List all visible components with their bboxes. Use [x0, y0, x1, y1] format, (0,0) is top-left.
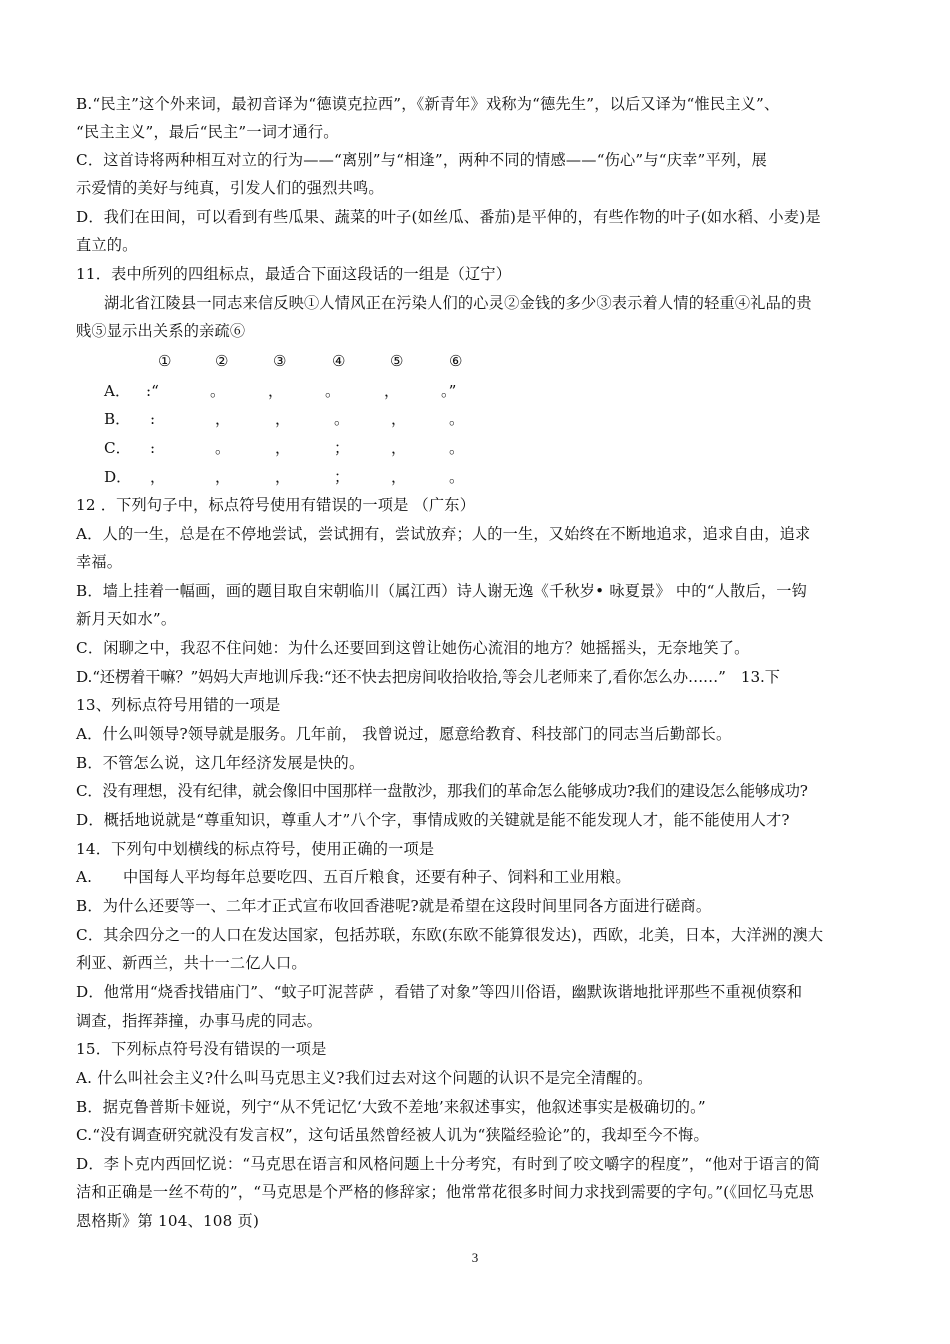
q12-option-b-line-2: 新月天如水”。: [76, 610, 177, 628]
table-cell: ，: [275, 439, 291, 457]
q15-option-d-line-1: D．李卜克内西回忆说：“马克思在语言和风格问题上十分考究，有时到了咬文嚼字的程度”，“他对于语言的简: [76, 1155, 821, 1173]
table-header: ④: [332, 352, 346, 370]
table-header: ①: [158, 352, 172, 370]
option-d-line-1: D．我们在田间，可以看到有些瓜果、蔬菜的叶子(如丝瓜、番茄)是平伸的，有些作物的叶子(如水稻、小麦)是: [76, 208, 821, 226]
table-cell: ，: [384, 382, 400, 400]
q14-option-c-line-1: C．其余四分之一的人口在发达国家，包括苏联，东欧(东欧不能算很发达)，西欧，北美，日本，大洋洲的澳大: [76, 926, 824, 944]
table-header: ⑤: [390, 352, 404, 370]
table-cell: 。: [449, 468, 465, 486]
table-cell: 。: [449, 410, 465, 428]
q15-option-c: C.“没有调查研究就没有发言权”，这句话虽然曾经被人讥为“狭隘经验论”的，我却至今不悔。: [76, 1126, 709, 1144]
table-cell: :: [150, 410, 156, 428]
table-row-label: D．: [104, 468, 132, 486]
q12-option-b-line-1: B．墙上挂着一幅画，画的题目取自宋朝临川（属江西）诗人谢无逸《千秋岁• 咏夏景》 中的“人散后，一钩: [76, 582, 807, 600]
option-c-line-2: 示爱情的美好与纯真，引发人们的强烈共鸣。: [76, 179, 384, 197]
table-cell: ，: [391, 410, 407, 428]
table-cell: 。: [334, 410, 350, 428]
table-row-label: B．: [104, 410, 131, 428]
table-cell: 。: [210, 382, 226, 400]
q15-option-d-line-3: 恩格斯》第 104、108 页): [76, 1212, 260, 1230]
table-cell: ，: [391, 439, 407, 457]
page-number: 3: [471, 1250, 479, 1265]
question-11-passage-1: 湖北省江陵县一同志来信反映①人情风正在污染人们的心灵②金钱的多少③表示着人情的轻重④礼品的贵: [104, 294, 812, 312]
table-cell: ，: [215, 468, 231, 486]
q15-option-b: B．据克鲁普斯卡娅说，列宁“从不凭记忆‘大致不差地’来叙述事实，他叙述事实是极确切的。”: [76, 1098, 706, 1116]
q12-option-a-line-2: 幸福。: [76, 553, 123, 571]
q14-option-d-line-2: 调查，指挥莽撞，办事马虎的同志。: [76, 1012, 323, 1030]
question-13-title: 13、列标点符号用错的一项是: [76, 696, 281, 714]
table-cell: 。: [215, 439, 231, 457]
q12-option-d: D.“还楞着干嘛？”妈妈大声地训斥我:“还不快去把房间收拾收拾,等会儿老师来了,看你怎么办……” 13.下: [76, 668, 780, 686]
option-c-line-1: C．这首诗将两种相互对立的行为——“离别”与“相逢”，两种不同的情感——“伤心”与“庆幸”平列，展: [76, 151, 768, 169]
option-d-line-2: 直立的。: [76, 236, 138, 254]
table-row-label: C．: [104, 439, 131, 457]
table-cell: ，: [275, 410, 291, 428]
table-header: ②: [215, 352, 229, 370]
q15-option-a: A. 什么叫社会主义?什么叫马克思主义?我们过去对这个问题的认识不是完全清醒的。: [76, 1069, 653, 1087]
table-cell: ，: [215, 410, 231, 428]
table-cell: ，: [150, 468, 166, 486]
table-cell: :: [150, 439, 156, 457]
q13-option-c: C．没有理想，没有纪律，就会像旧中国那样一盘散沙，那我们的革命怎么能够成功?我们的建设怎么能够成功?: [76, 782, 808, 800]
table-cell: 。: [325, 382, 341, 400]
table-cell: ；: [334, 439, 350, 457]
q12-option-c: C．闲聊之中，我忍不住问她：为什么还要回到这曾让她伤心流泪的地方？她摇摇头，无奈地笑了。: [76, 639, 750, 657]
table-row-label: A．: [104, 382, 131, 400]
q13-option-d: D．概括地说就是“尊重知识，尊重人才”八个字，事情成败的关键就是能不能发现人才，能不能使用人才?: [76, 811, 790, 829]
q14-option-b: B．为什么还要等一、二年才正式宣布收回香港呢?就是希望在这段时间里同各方面进行磋商。: [76, 897, 712, 915]
option-b-line-2: “民主主义”，最后“民主”一词才通行。: [76, 123, 339, 141]
table-cell: ，: [391, 468, 407, 486]
table-cell: 。”: [441, 382, 457, 400]
option-b-line-1: B.“民主”这个外来词，最初音译为“德谟克拉西”，《新青年》戏称为“德先生”，以后又译为“惟民主义”、: [76, 95, 780, 113]
question-15-title: 15．下列标点符号没有错误的一项是: [76, 1040, 327, 1058]
table-cell: ，: [268, 382, 284, 400]
q14-option-c-line-2: 利亚、新西兰，共十一二亿人口。: [76, 954, 307, 972]
question-12-title: 12 ．下列句子中，标点符号使用有错误的一项是 （广东）: [76, 496, 476, 514]
q15-option-d-line-2: 洁和正确是一丝不苟的”，“马克思是个严格的修辞家；他常常花很多时间力求找到需要的字句。”(《回忆马克思: [76, 1183, 815, 1201]
q14-option-d-line-1: D．他常用“烧香找错庙门”、“蚊子叮泥菩萨 ，看错了对象”等四川俗语，幽默诙谐地批评那些不重视侦察和: [76, 983, 803, 1001]
question-14-title: 14．下列句中划横线的标点符号，使用正确的一项是: [76, 840, 435, 858]
table-cell: :“: [146, 382, 159, 400]
table-cell: 。: [449, 439, 465, 457]
question-11-title: 11．表中所列的四组标点，最适合下面这段话的一组是（辽宁）: [76, 265, 512, 283]
q14-option-a: A. 中国每人平均每年总要吃四、五百斤粮食，还要有种子、饲料和工业用粮。: [76, 868, 631, 886]
table-header: ③: [273, 352, 287, 370]
question-11-passage-2: 贱⑤显示出关系的亲疏⑥: [76, 322, 246, 340]
table-cell: ；: [334, 468, 350, 486]
q13-option-a: A．什么叫领导?领导就是服务。几年前， 我曾说过，愿意给教育、科技部门的同志当后勤部长。: [76, 725, 732, 743]
table-header: ⑥: [449, 352, 463, 370]
q13-option-b: B．不管怎么说，这几年经济发展是快的。: [76, 754, 365, 772]
q12-option-a-line-1: A．人的一生，总是在不停地尝试，尝试拥有，尝试放弃；人的一生，又始终在不断地追求，追求自由，追求: [76, 525, 811, 543]
table-cell: ，: [275, 468, 291, 486]
